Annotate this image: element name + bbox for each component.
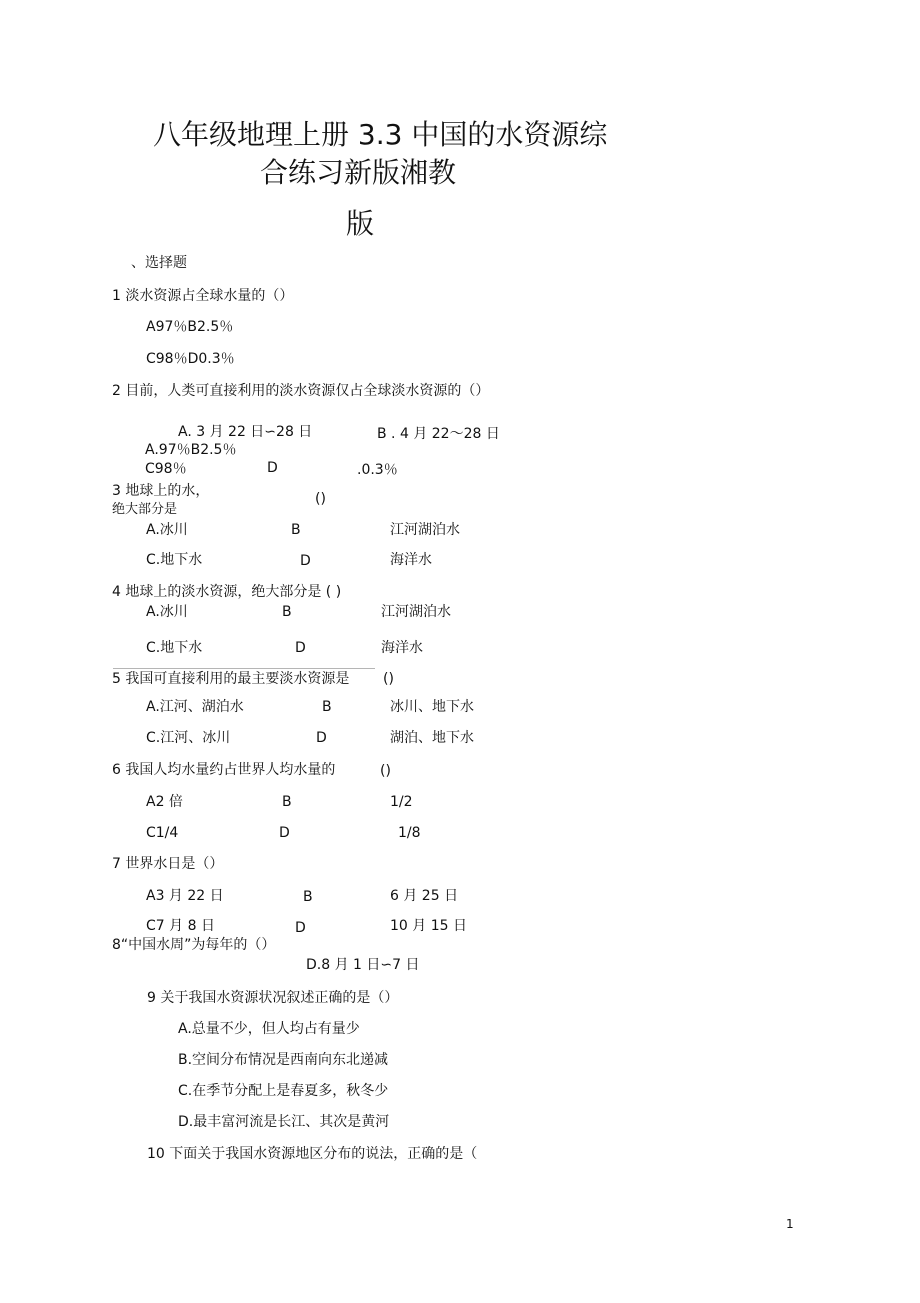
q3-option-b-value: 江河湖泊水 xyxy=(390,522,460,538)
q3-stem-line-1: 3 地球上的水， xyxy=(112,483,210,499)
q7-option-b-label: B xyxy=(303,889,313,905)
q9-option-a: A.总量不少，但人均占有量少 xyxy=(178,1021,360,1037)
q7-option-d-value: 10 月 15 日 xyxy=(390,918,467,934)
q4-option-a: A.冰川 xyxy=(146,604,188,620)
q2-date-b: B . 4 月 22〜28 日 xyxy=(377,426,500,442)
q6-stem: 6 我国人均水量约占世界人均水量的 xyxy=(112,762,336,778)
q5-option-b-label: B xyxy=(322,699,332,715)
q9-option-c: C.在季节分配上是春夏多，秋冬少 xyxy=(178,1083,389,1099)
q2-option-d-label: D xyxy=(267,460,278,476)
q6-answer-paren: () xyxy=(380,763,391,779)
divider-line xyxy=(113,668,375,669)
q1-stem: 1 淡水资源占全球水量的（） xyxy=(112,288,294,304)
q6-option-a: A2 倍 xyxy=(146,794,183,810)
q4-option-d-label: D xyxy=(295,640,306,656)
q2-options-ab: A.97％B2.5％ xyxy=(145,442,237,458)
q7-option-b-value: 6 月 25 日 xyxy=(390,888,459,904)
q6-option-c: C1/4 xyxy=(146,825,179,841)
q5-option-c: C.江河、冰川 xyxy=(146,730,231,746)
q7-stem: 7 世界水日是（） xyxy=(112,856,224,872)
q5-option-b-value: 冰川、地下水 xyxy=(390,699,474,715)
doc-title-line-3: 版 xyxy=(346,207,375,240)
q5-stem: 5 我国可直接利用的最主要淡水资源是 xyxy=(112,671,350,687)
q5-option-d-value: 湖泊、地下水 xyxy=(390,730,474,746)
q2-date-a: A. 3 月 22 日∽28 日 xyxy=(178,424,313,440)
q7-option-a: A3 月 22 日 xyxy=(146,888,224,904)
q9-option-b: B.空间分布情况是西南向东北递减 xyxy=(178,1052,389,1068)
doc-title-line-2: 合练习新版湘教 xyxy=(260,156,457,189)
q3-answer-paren: () xyxy=(315,491,326,507)
q5-option-a: A.江河、湖泊水 xyxy=(146,699,244,715)
q1-options-ab: A97％B2.5％ xyxy=(146,319,234,335)
q6-option-b-value: 1/2 xyxy=(390,794,413,810)
q3-option-d-value: 海洋水 xyxy=(390,552,432,568)
q2-option-d-value: .0.3％ xyxy=(357,462,398,478)
q6-option-d-label: D xyxy=(279,825,290,841)
q4-option-d-value: 海洋水 xyxy=(381,640,423,656)
q8-stem: 8“中国水周”为每年的（） xyxy=(112,937,276,953)
q4-option-b-value: 江河湖泊水 xyxy=(381,604,451,620)
q3-option-a: A.冰川 xyxy=(146,522,188,538)
q9-option-d: D.最丰富河流是长江、其次是黄河 xyxy=(178,1114,390,1130)
q2-option-c: C98％ xyxy=(145,461,187,477)
q5-option-d-label: D xyxy=(316,730,327,746)
q10-stem: 10 下面关于我国水资源地区分布的说法，正确的是（ xyxy=(147,1146,478,1162)
q5-answer-paren: () xyxy=(383,671,394,687)
q4-option-b-label: B xyxy=(282,604,292,620)
doc-title-line-1: 八年级地理上册 3.3 中国的水资源综 xyxy=(153,118,608,151)
q6-option-b-label: B xyxy=(282,794,292,810)
q4-stem: 4 地球上的淡水资源，绝大部分是 ( ) xyxy=(112,584,342,600)
section-heading: 、选择题 xyxy=(131,255,187,271)
q1-options-cd: C98％D0.3％ xyxy=(146,351,235,367)
q7-option-c: C7 月 8 日 xyxy=(146,918,215,934)
q4-option-c: C.地下水 xyxy=(146,640,203,656)
q7-option-d-label: D xyxy=(295,920,306,936)
q6-option-d-value: 1/8 xyxy=(398,825,421,841)
q3-stem-line-2: 绝大部分是 xyxy=(112,502,178,517)
q3-option-b-label: B xyxy=(291,522,301,538)
q9-stem: 9 关于我国水资源状况叙述正确的是（） xyxy=(147,990,399,1006)
q2-stem: 2 目前，人类可直接利用的淡水资源仅占全球淡水资源的（） xyxy=(112,383,490,399)
q8-option-d: D.8 月 1 日∽7 日 xyxy=(306,957,420,973)
page-number: 1 xyxy=(786,1217,794,1231)
q3-option-d-label: D xyxy=(300,553,311,569)
q3-option-c: C.地下水 xyxy=(146,552,203,568)
